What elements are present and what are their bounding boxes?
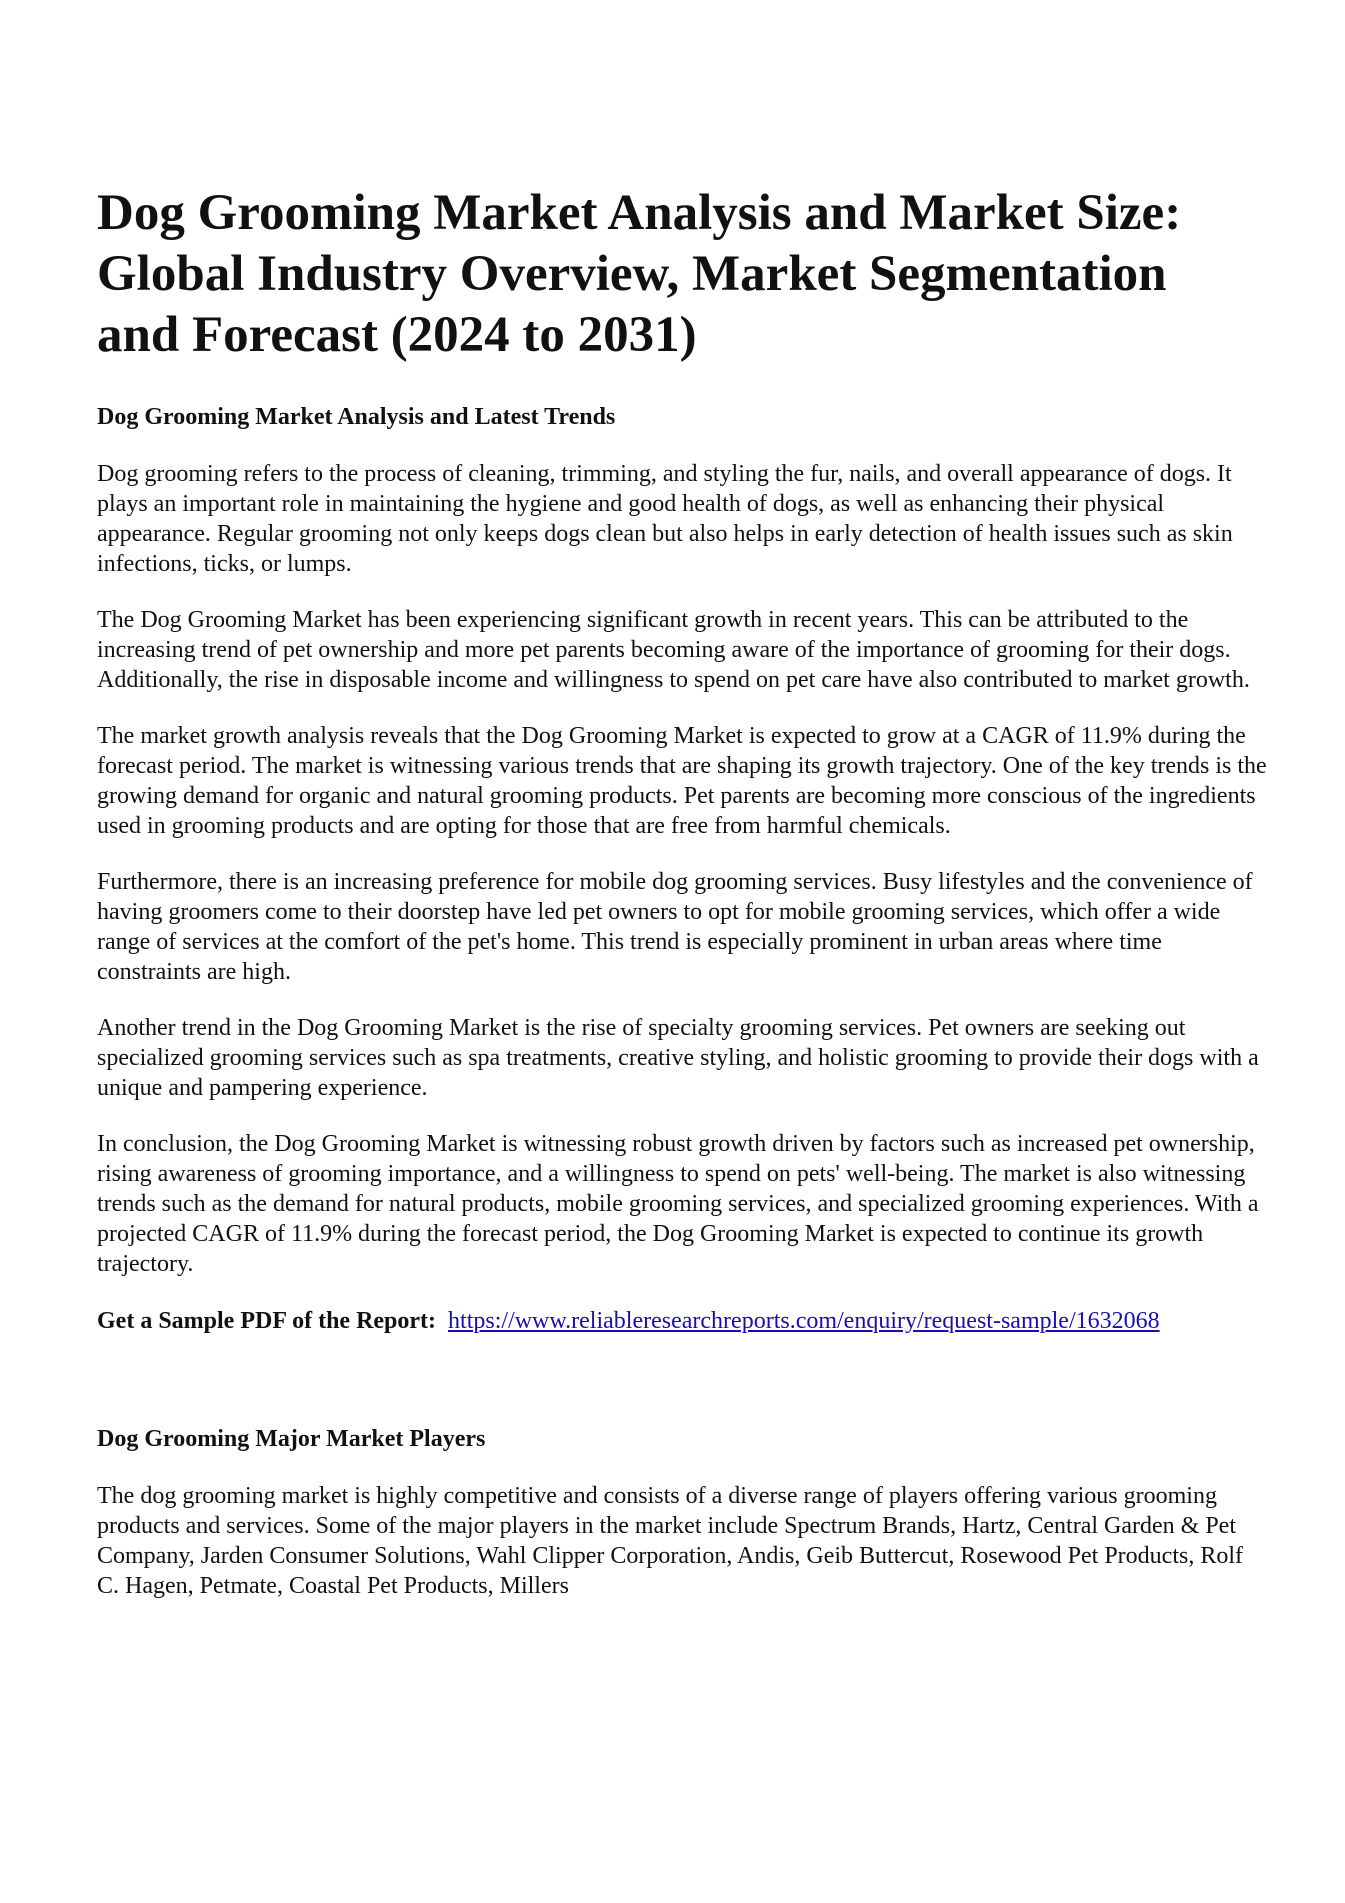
section-heading-players: Dog Grooming Major Market Players [97,1426,486,1452]
sample-pdf-line [97,1306,1267,1336]
trends-paragraph-6: In conclusion, the Dog Grooming Market is witnessing robust growth driven by factors such as increased pet ownership, rising awareness of grooming importance, and a willingness to spend on pets' well-being. The market is also witnessing trends such as the demand for natural products, mobile grooming services, and specialized grooming experiences. With a projected CAGR of 11.9% during the forecast period, the Dog Grooming Market is expected to continue its growth trajectory. [97,1131,1259,1277]
players-paragraph: The dog grooming market is highly competitive and consists of a diverse range of players offering various grooming products and services. Some of the major players in the market include Spectrum Brands, Hartz, Central Garden & Pet Company, Jarden Consumer Solutions, Wahl Clipper Corporation, Andis, Geib Buttercut, Rosewood Pet Products, Rolf C. Hagen, Petmate, Coastal Pet Products, Millers [97,1483,1243,1599]
document-page [97,183,1267,1601]
trends-paragraph-5: Another trend in the Dog Grooming Market is the rise of specialty grooming services. Pet owners are seeking out specialized grooming services such as spa treatments, creative styling, and holistic grooming to provide their dogs with a unique and pampering experience. [97,1015,1259,1101]
document-title: Dog Grooming Market Analysis and Market Size: Global Industry Overview, Market Segmentation and Forecast (2024 to 2031) [97,185,1182,363]
trends-paragraph-4: Furthermore, there is an increasing preference for mobile dog grooming services. Busy lifestyles and the convenience of having groomers come to their doorstep have led pet owners to opt for mobile grooming services, which offer a wide range of services at the comfort of the pet's home. This trend is especially prominent in urban areas where time constraints are high. [97,869,1253,985]
trends-paragraph-3: The market growth analysis reveals that the Dog Grooming Market is expected to grow at a CAGR of 11.9% during the forecast period. The market is witnessing various trends that are shaping its growth trajectory. One of the key trends is the growing demand for organic and natural grooming products. Pet parents are becoming more conscious of the ingredients used in grooming products and are opting for those that are free from harmful chemicals. [97,723,1267,839]
sample-pdf-label: Get a Sample PDF of the Report: [97,1308,437,1334]
trends-paragraph-1: Dog grooming refers to the process of cleaning, trimming, and styling the fur, nails, and overall appearance of dogs. It plays an important role in maintaining the hygiene and good health of dogs, as well as enhancing their physical appearance. Regular grooming not only keeps dogs clean but also helps in early detection of health issues such as skin infections, ticks, or lumps. [97,461,1233,577]
sample-pdf-link[interactable]: https://www.reliableresearchreports.com/enquiry/request-sample/1632068 [448,1308,1160,1334]
section-heading-trends: Dog Grooming Market Analysis and Latest Trends [97,404,616,430]
trends-paragraph-2: The Dog Grooming Market has been experiencing significant growth in recent years. This can be attributed to the increasing trend of pet ownership and more pet parents becoming aware of the importance of grooming for their dogs. Additionally, the rise in disposable income and willingness to spend on pet care have also contributed to market growth. [97,607,1250,693]
